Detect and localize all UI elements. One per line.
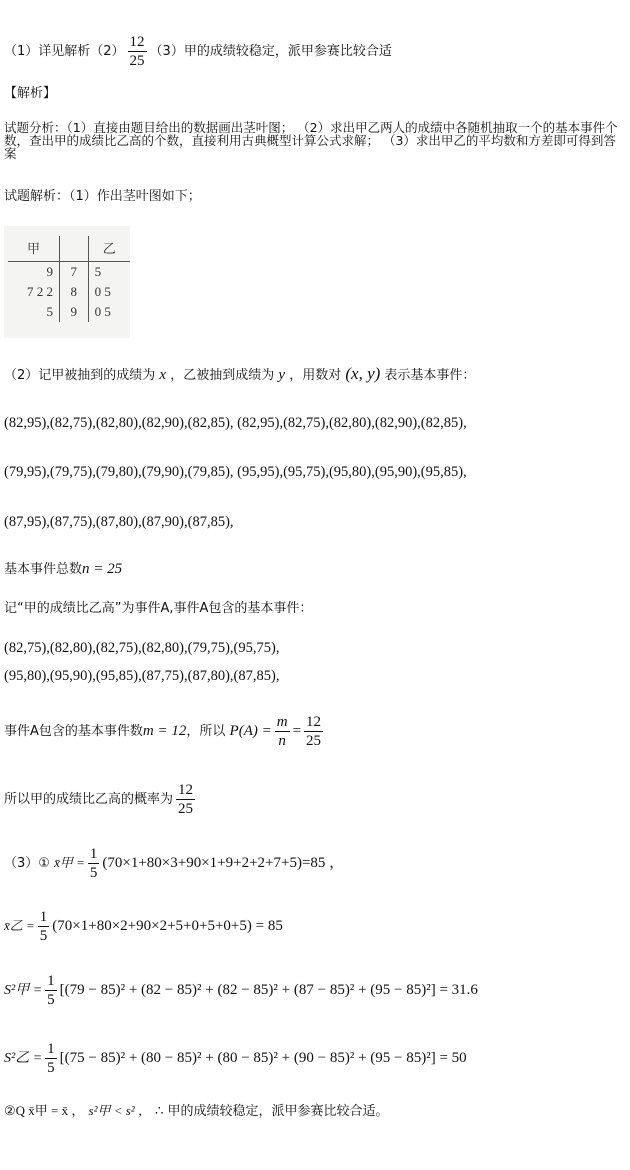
events-line-2: (79,95),(79,75),(79,80),(79,90),(79,85), (95,95),(95,75),(95,80),(95,90),(95,85), (4, 464, 467, 480)
stem-leaf-row (8, 262, 130, 283)
final-b: s²甲 < s² ， (88, 1103, 151, 1118)
frac-n: n (278, 733, 286, 749)
frac-one: 1 (47, 973, 55, 989)
xbar-yi: x̄乙 = (4, 918, 35, 933)
result-den: 25 (306, 733, 322, 749)
stem-leaf-left: 5 (46, 304, 53, 319)
final-c: ∴ 甲的成绩较稳定，派甲参赛比较合适。 (155, 1104, 389, 1119)
answer-part3: （3）甲的成绩较稳定，派甲参赛比较合适 (149, 44, 392, 59)
one-fifth-fraction (88, 845, 100, 882)
stem-leaf-stem: 9 (59, 302, 88, 322)
stem-leaf-head-mid (59, 236, 88, 262)
frac-one: 1 (39, 909, 48, 925)
frac-one: 1 (47, 1041, 55, 1057)
stem-leaf-head-right: 乙 (88, 236, 130, 262)
frac-five: 5 (47, 1060, 55, 1076)
var-jia-line (4, 972, 478, 1009)
prob-pa: P(A) = (229, 723, 272, 739)
final-a: ②Q x̄甲 = x̄ ， (4, 1103, 85, 1118)
answer-fraction-num: 12 (129, 34, 145, 50)
analysis-title: 【解析】 (4, 86, 57, 101)
mean-jia-expr: (70×1+80×3+90×1+9+2+2+7+5)=85 ， (102, 855, 345, 871)
stem-leaf-left: 7 2 2 (26, 284, 53, 299)
event-a-count (4, 713, 326, 750)
a-count-label: 事件A包含的基本事件数 (4, 724, 143, 739)
part2-intro-d: 表示基本事件： (384, 368, 476, 383)
answer-fraction (128, 33, 147, 70)
frac-five: 5 (47, 992, 55, 1008)
a-count-eq: m = 12 (142, 723, 187, 739)
stem-leaf-left: 9 (46, 264, 53, 279)
prob-mn-fraction (275, 713, 290, 750)
s-jia: S²甲 = (4, 983, 43, 998)
stem-leaf-head-left: 甲 (8, 236, 59, 262)
conclusion-num: 12 (178, 782, 194, 798)
stem-leaf-right: 5 (94, 264, 102, 279)
total-events (4, 561, 122, 578)
part2-conclusion (4, 781, 198, 818)
stem-leaf-right: 0 5 (94, 284, 111, 299)
stem-leaf-header (8, 236, 130, 262)
total-eq: n = 25 (82, 561, 123, 577)
part2-intro-b: ，乙被抽到成绩为 (170, 368, 275, 383)
one-fifth-fraction (38, 908, 50, 945)
so-label: ，所以 (186, 724, 226, 739)
events-line-1: (82,95),(82,75),(82,80),(82,90),(82,85), (82,95),(82,75),(82,80),(82,90),(82,85), (4, 415, 467, 431)
stem-leaf-plot (4, 226, 130, 338)
eq-sign: = (292, 723, 302, 739)
stem-leaf-row (8, 302, 130, 322)
var-yi-line (4, 1040, 467, 1077)
conclusion-fraction (176, 781, 195, 818)
final-line (4, 1103, 389, 1120)
stem-leaf-right: 0 5 (94, 304, 111, 319)
var-yi-expr: [(75 − 85)² + (80 − 85)² + (80 − 85)² + (90 − 85)² + (95 − 85)²] = 50 (59, 1050, 467, 1066)
s-yi: S²乙 = (4, 1051, 43, 1066)
events-line-3: (87,95),(87,75),(87,80),(87,90),(87,85), (4, 514, 234, 530)
stem-leaf-stem: 8 (59, 282, 88, 302)
stem-leaf-row (8, 282, 130, 302)
total-label: 基本事件总数 (4, 562, 83, 577)
part3-label: （3）① (4, 856, 50, 871)
conclusion-text: 所以甲的成绩比乙高的概率为 (4, 792, 174, 807)
solution-intro: 试题解析：（1）作出茎叶图如下； (4, 189, 201, 204)
answer-fraction-den: 25 (129, 53, 145, 69)
stem-leaf-table (8, 236, 130, 322)
part2-intro-c: ，用数对 (289, 368, 342, 383)
pair-xy: (x, y) (345, 364, 381, 383)
result-num: 12 (306, 714, 322, 730)
var-x: x (159, 367, 167, 383)
one-fifth-fraction (45, 1040, 57, 1077)
mean-yi-expr: (70×1+80×2+90×2+5+0+5+0+5) = 85 (52, 918, 283, 934)
event-a-label: 记“甲的成绩比乙高”为事件A,事件A包含的基本事件： (4, 601, 313, 616)
frac-five: 5 (39, 928, 48, 944)
event-a-line-1: (82,75),(82,80),(82,75),(82,80),(79,75),(95,75), (4, 640, 280, 656)
answer-line (4, 33, 392, 70)
var-jia-expr: [(79 − 85)² + (82 − 85)² + (82 − 85)² + (87 − 85)² + (95 − 85)²] = 31.6 (59, 982, 478, 998)
prob-result-fraction (304, 713, 323, 750)
mean-jia-line (4, 845, 344, 882)
part2-intro (4, 366, 475, 384)
answer-part1: （1）详见解析（2） (4, 44, 125, 59)
event-a-line-2: (95,80),(95,90),(95,85),(87,75),(87,80),(87,85), (4, 668, 280, 684)
mean-yi-line (4, 908, 283, 945)
frac-five: 5 (89, 865, 98, 881)
one-fifth-fraction (45, 972, 57, 1009)
frac-m: m (276, 714, 288, 730)
var-y: y (278, 367, 286, 383)
frac-one: 1 (89, 846, 98, 862)
analysis-text: 试题分析：（1）直接由题目给出的数据画出茎叶图； （2）求出甲乙两人的成绩中各随机抽取一个的基本事件个数，查出甲的成绩比乙高的个数，直接利用古典概型计算公式求解； （3）求出甲乙的平均数和方差即可得到答案 (4, 120, 618, 161)
part2-intro-a: （2）记甲被抽到的成绩为 (4, 368, 156, 383)
conclusion-den: 25 (178, 801, 194, 817)
xbar-jia: x̄甲 = (54, 855, 85, 870)
stem-leaf-stem: 7 (59, 262, 88, 283)
